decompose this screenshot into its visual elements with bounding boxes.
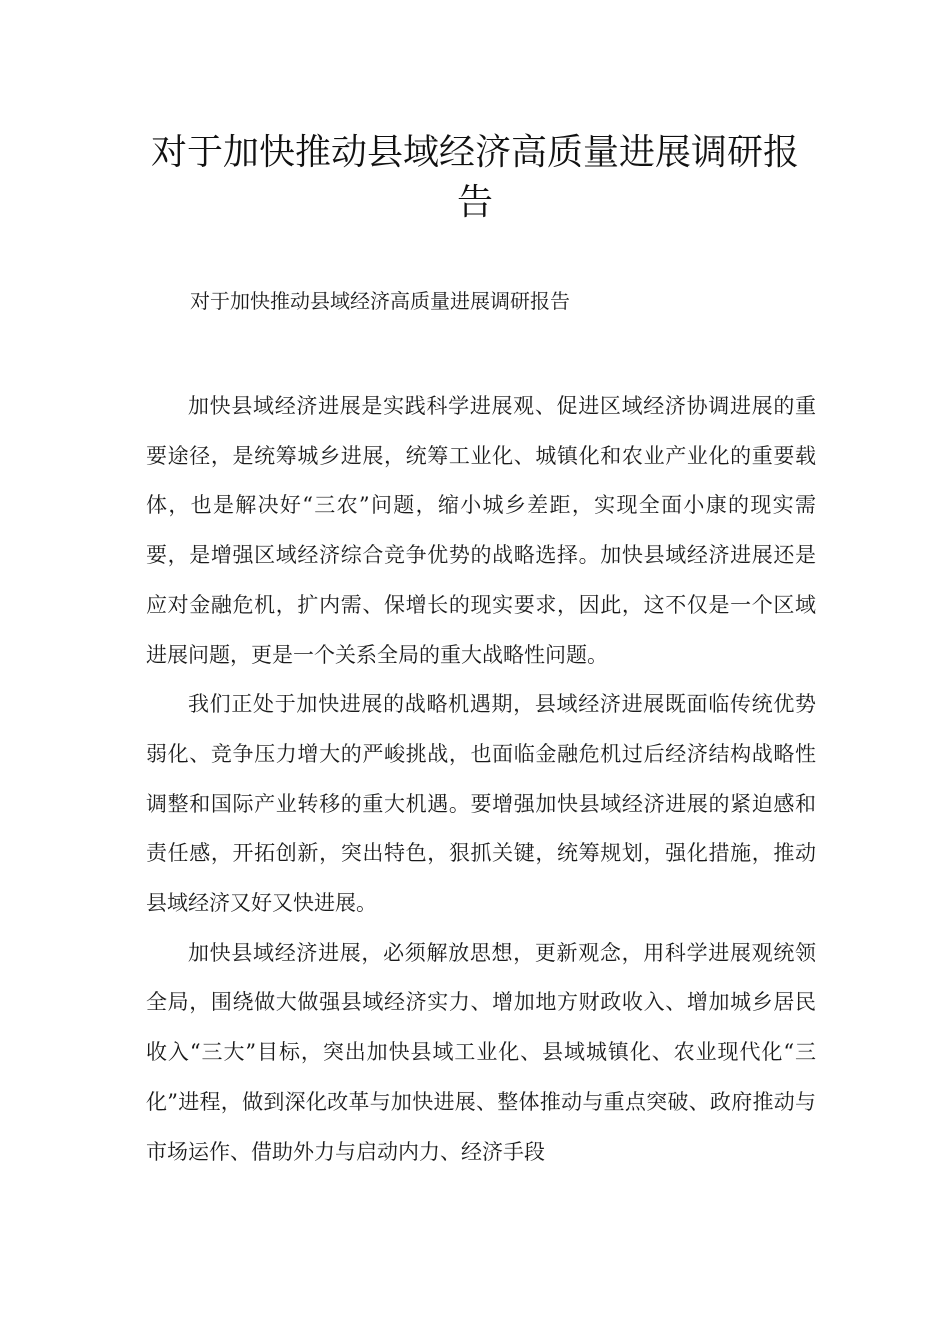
paragraph: 我们正处于加快进展的战略机遇期，县域经济进展既面临传统优势弱化、竞争压力增大的严峻挑战，也面临金融危机过后经济结构战略性调整和国际产业转移的重大机遇。要增强加快县域经济进展的紧迫感和责任感，开拓创新，突出特色，狠抓关键，统筹规划，强化措施，推动县域经济又好又快进展。 [146, 692, 816, 916]
document-subtitle: 对于加快推动县域经济高质量进展调研报告 [190, 289, 570, 313]
paragraph: 加快县域经济进展是实践科学进展观、促进区域经济协调进展的重要途径，是统筹城乡进展，统筹工业化、城镇化和农业产业化的重要载体，也是解决好“三农”问题，缩小城乡差距，实现全面小康的现实需要，是增强区域经济综合竞争优势的战略选择。加快县域经济进展还是应对金融危机，扩内需、保增长的现实要求，因此，这不仅是一个区域进展问题，更是一个关系全局的重大战略性问题。 [146, 394, 816, 667]
document-body [146, 382, 816, 1177]
document-title: 对于加快推动县域经济高质量进展调研报告 [150, 132, 799, 223]
paragraph: 加快县域经济进展，必须解放思想，更新观念，用科学进展观统领全局，围绕做大做强县域经济实力、增加地方财政收入、增加城乡居民收入“三大”目标，突出加快县域工业化、县域城镇化、农业现代化“三化”进程，做到深化改革与加快进展、整体推动与重点突破、政府推动与市场运作、借助外力与启动内力、经济手段 [146, 940, 816, 1164]
